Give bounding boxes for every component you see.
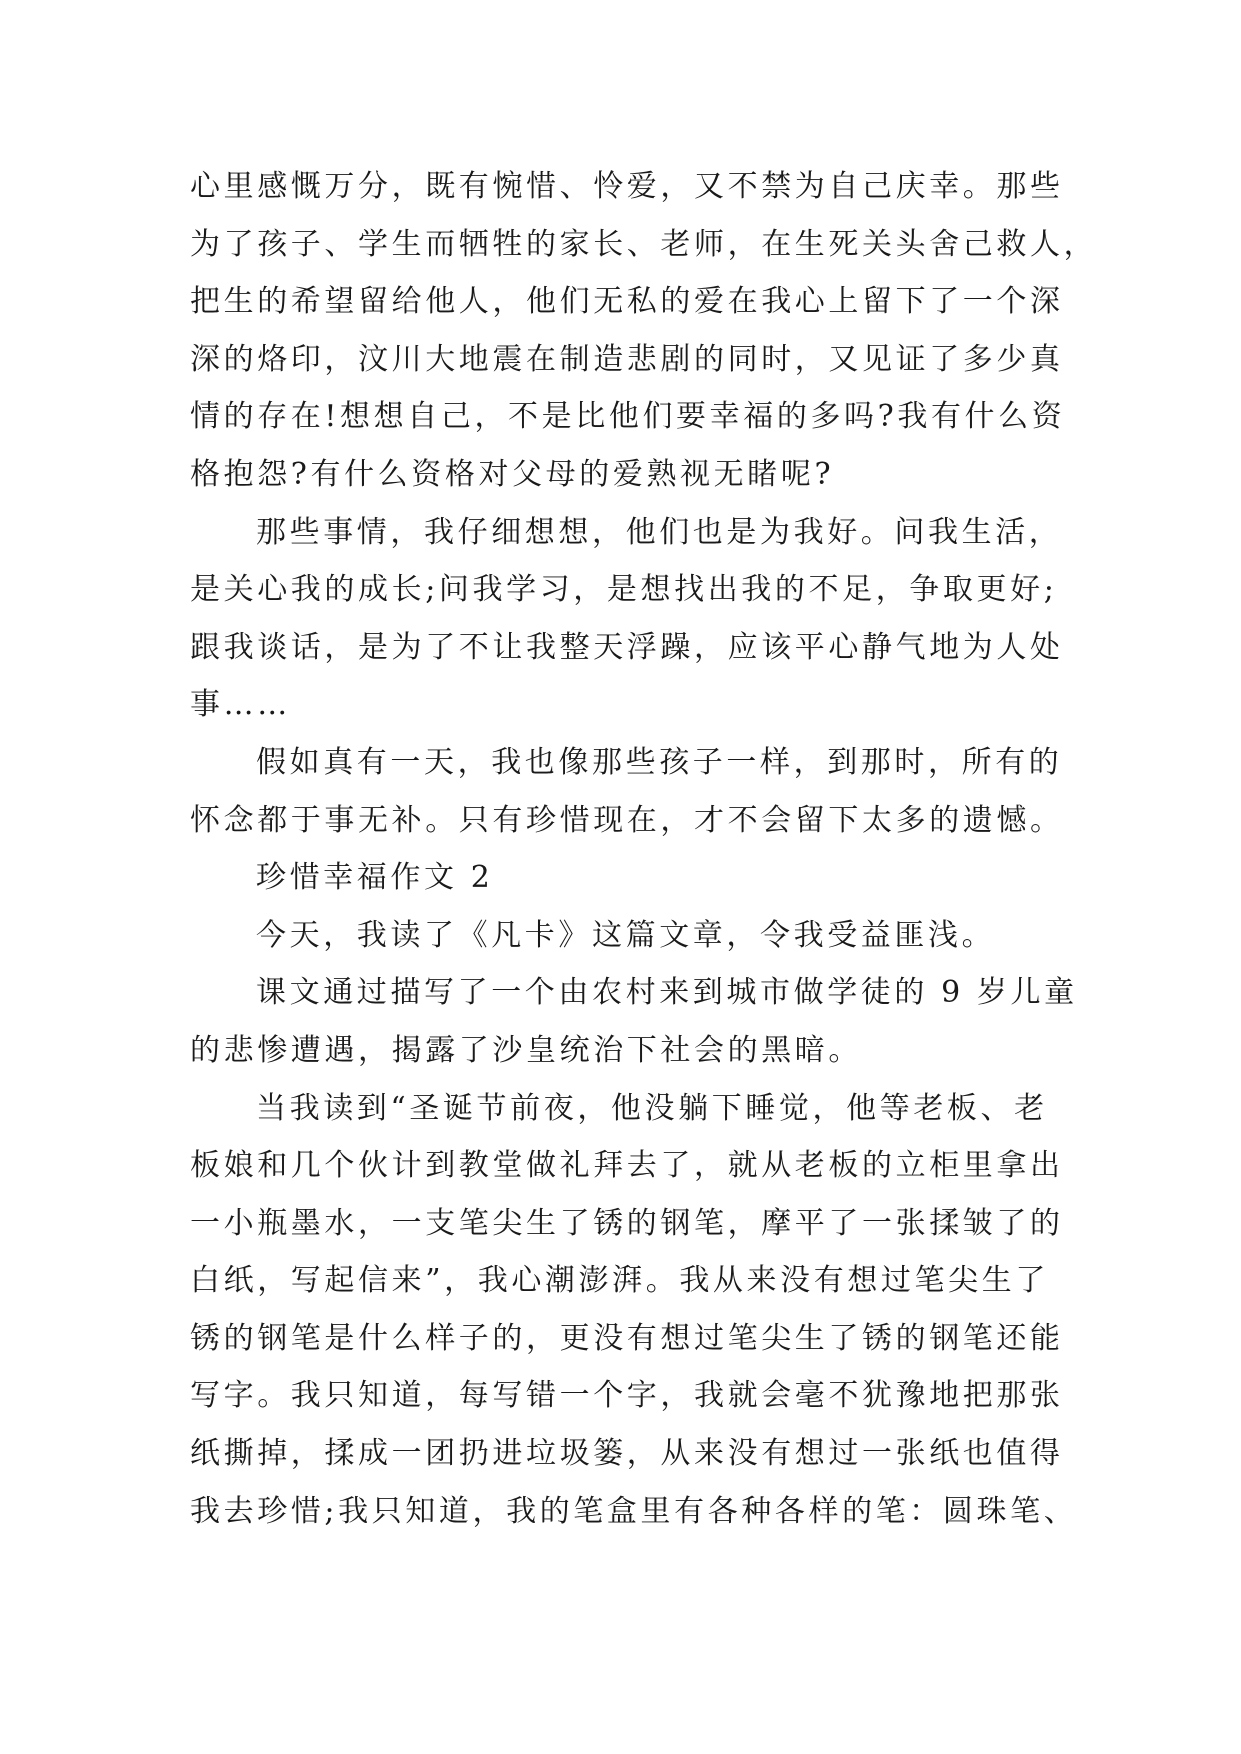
paragraph-first-line: 当我读到“圣诞节前夜，他没躺下睡觉，他等老板、老: [256, 1090, 1048, 1126]
paragraph-first-line: 假如真有一天，我也像那些孩子一样，到那时，所有的: [256, 744, 1063, 780]
text-line: 一小瓶墨水，一支笔尖生了锈的钢笔，摩平了一张揉皱了的: [190, 1205, 1064, 1241]
text-line: 锈的钢笔是什么样子的，更没有想过笔尖生了锈的钢笔还能: [190, 1320, 1064, 1356]
section-heading: 珍惜幸福作文 2: [256, 860, 494, 896]
text-line: 跟我谈话，是为了不让我整天浮躁，应该平心静气地为人处: [190, 629, 1064, 665]
paragraph-first-line: 今天，我读了《凡卡》这篇文章，令我受益匪浅。: [256, 917, 996, 953]
text-line: 白纸，写起信来”，我心潮澎湃。我从来没有想过笔尖生了: [190, 1263, 1049, 1299]
text-line: 是关心我的成长;问我学习，是想找出我的不足，争取更好;: [190, 572, 1058, 608]
document-body: [190, 158, 1098, 1540]
text-line: 事……: [190, 687, 291, 723]
text-line: 把生的希望留给他人，他们无私的爱在我心上留下了一个深: [190, 284, 1064, 320]
text-line: 怀念都于事无补。只有珍惜现在，才不会留下太多的遗憾。: [190, 802, 1064, 838]
text-line: 纸撕掉，揉成一团扔进垃圾篓，从来没有想过一张纸也值得: [190, 1436, 1064, 1472]
text-line: 深的烙印，汶川大地震在制造悲剧的同时，又见证了多少真: [190, 341, 1064, 377]
text-line: 心里感慨万分，既有惋惜、怜爱，又不禁为自己庆幸。那些: [190, 169, 1064, 204]
text-line: 的悲惨遭遇，揭露了沙皇统治下社会的黑暗。: [190, 1032, 862, 1068]
text-line: 板娘和几个伙计到教堂做礼拜去了，就从老板的立柜里拿出: [190, 1148, 1064, 1184]
text-line: 格抱怨?有什么资格对父母的爱熟视无睹呢?: [190, 456, 835, 492]
text-line: 写字。我只知道，每写错一个字，我就会毫不犹豫地把那张: [190, 1378, 1064, 1414]
text-line: 我去珍惜;我只知道，我的笔盒里有各种各样的笔：圆珠笔、: [190, 1493, 1078, 1529]
text-line: 为了孩子、学生而牺牲的家长、老师，在生死关头舍己救人，: [190, 226, 1098, 262]
paragraph-first-line: 那些事情，我仔细想想，他们也是为我好。问我生活，: [256, 514, 1063, 550]
paragraph-first-line: 课文通过描写了一个由农村来到城市做学徒的 9 岁儿童: [256, 975, 1078, 1011]
text-line: 情的存在!想想自己，不是比他们要幸福的多吗?我有什么资: [190, 399, 1066, 435]
